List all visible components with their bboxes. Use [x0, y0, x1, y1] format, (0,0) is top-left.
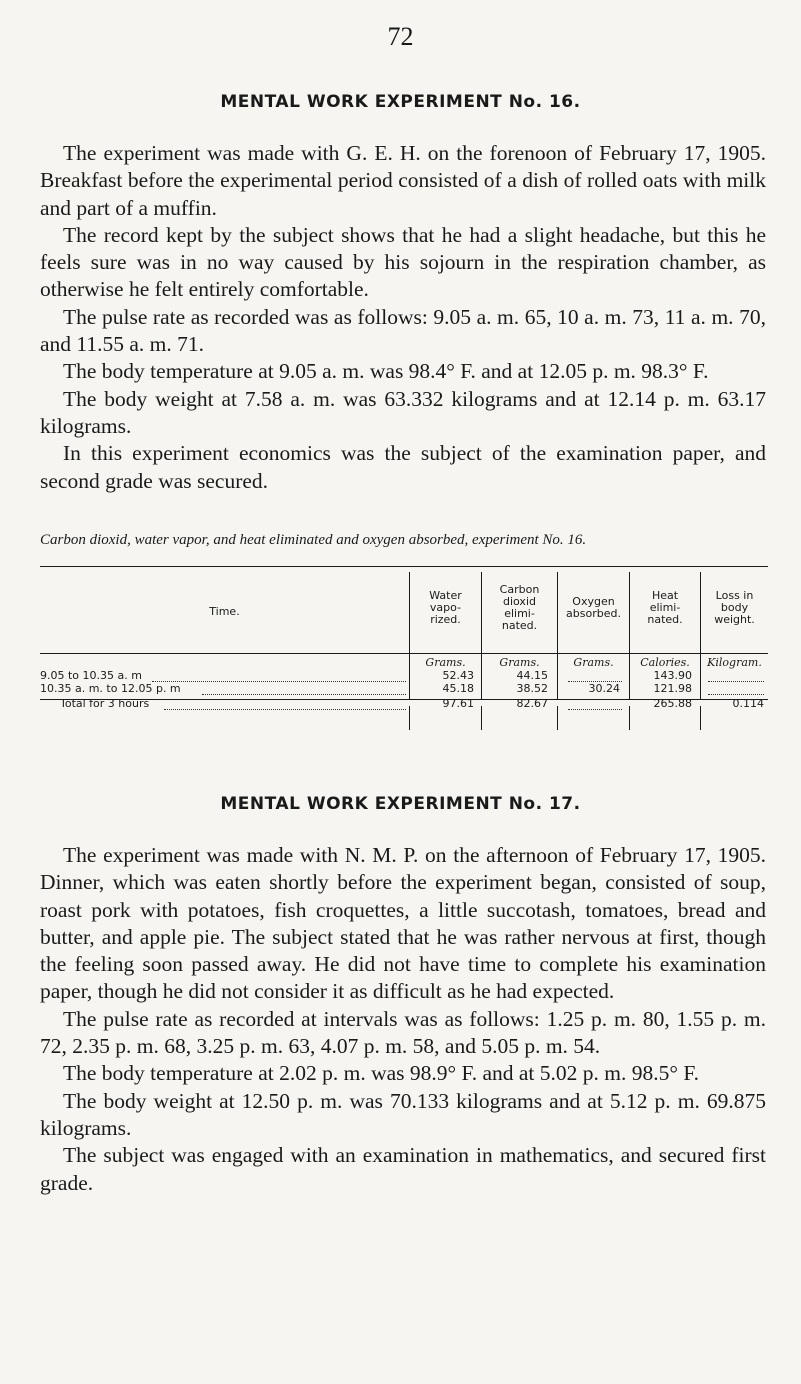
unit-label: Grams.: [499, 656, 540, 669]
unit-label: Grams.: [573, 656, 614, 669]
paragraph: The body weight at 7.58 a. m. was 63.332 kilograms and at 12.14 p. m. 63.17 kilograms.: [40, 386, 766, 438]
paragraph: The pulse rate as recorded at intervals was as follows: 1.25 p. m. 80, 1.55 p. m. 72, 2.35 p. m. 68, 3.25 p. m. 63, 4.07 p. m. 58, and 5.05 p. m. 54.: [40, 1006, 766, 1059]
experiment-17-text: [40, 842, 766, 1197]
table-cell: 44.15: [516, 669, 548, 682]
total-cell: 97.61: [442, 697, 474, 710]
column-header-oxygen: Oxygen absorbed.: [566, 595, 621, 620]
paragraph: The body temperature at 9.05 a. m. was 98.4° F. and at 12.05 p. m. 98.3° F.: [63, 359, 709, 384]
row-label: 9.05 to 10.35 a. m: [40, 669, 142, 682]
column-header-heat: Heat elimi- nated.: [647, 589, 683, 626]
experiment-16-text: [40, 140, 766, 495]
total-cell: 82.67: [516, 697, 548, 710]
row-label: 10.35 a. m. to 12.05 p. m: [40, 682, 181, 695]
paragraph: The record kept by the subject shows that he had a slight headache, but this he feels sure was in no way caused by his sojourn in the respiration chamber, as otherwise he felt entirely comfortable.: [40, 222, 766, 302]
leader-dots: [708, 681, 764, 682]
column-header-time: Time.: [209, 605, 240, 618]
section-heading-experiment-16: MENTAL WORK EXPERIMENT No. 16.: [220, 92, 581, 112]
table-cell: 38.52: [516, 682, 548, 695]
table-header-rule: [40, 653, 768, 654]
data-table: [40, 566, 768, 706]
total-cell: 0.114: [732, 697, 764, 710]
paragraph: The body temperature at 2.02 p. m. was 98.9° F. and at 5.02 p. m. 98.5° F.: [63, 1061, 699, 1086]
table-cell: 52.43: [442, 669, 474, 682]
leader-dots: [164, 709, 406, 710]
leader-dots: [152, 681, 406, 682]
column-header-loss: Loss in body weight.: [714, 589, 755, 626]
paragraph: The body weight at 12.50 p. m. was 70.133 kilograms and at 5.12 p. m. 69.875 kilograms.: [40, 1088, 766, 1140]
section-heading-experiment-17: MENTAL WORK EXPERIMENT No. 17.: [220, 794, 581, 814]
paragraph: The pulse rate as recorded was as follows: 9.05 a. m. 65, 10 a. m. 73, 11 a. m. 70, and 11.55 a. m. 71.: [40, 304, 766, 357]
paragraph: The experiment was made with G. E. H. on the forenoon of February 17, 1905. Breakfast before the experimental period consisted of a dish of rolled oats with milk and part of a muffin.: [40, 141, 766, 220]
paragraph: The subject was engaged with an examination in mathematics, and secured first grade.: [40, 1143, 766, 1195]
page-number: 72: [387, 22, 414, 51]
paragraph: The experiment was made with N. M. P. on the afternoon of February 17, 1905. Dinner, which was eaten shortly before the experiment began, consisted of soup, roast pork with potatoes, fish croquettes, a little succotash, tomatoes, bread and butter, and apple pie. The subject stated that he was rather nervous at first, though the feeling soon passed away. He did not have time to complete his examination paper, though he did not consider it as difficult as he had expected.: [40, 843, 766, 1004]
leader-dots: [708, 694, 764, 695]
unit-label: Grams.: [425, 656, 466, 669]
column-header-water: Water vapo- rized.: [429, 589, 462, 626]
leader-dots: [202, 694, 406, 695]
table-cell: 121.98: [653, 682, 692, 695]
table-top-rule: [40, 566, 768, 567]
table-cell: 45.18: [442, 682, 474, 695]
table-cell: 143.90: [653, 669, 692, 682]
column-divider: [557, 706, 558, 730]
total-cell: 265.88: [653, 697, 692, 710]
column-header-carbon-dioxid: Carbon dioxid elimi- nated.: [499, 583, 540, 632]
unit-label: Calories.: [640, 656, 690, 669]
total-label: Total for 3 hours: [60, 697, 150, 710]
unit-label: Kilogram.: [707, 656, 762, 669]
leader-dots: [568, 709, 622, 710]
paragraph: In this experiment economics was the subject of the examination paper, and second grade was secured.: [40, 441, 766, 493]
table-total-section: [40, 697, 768, 746]
table-caption: Carbon dioxid, water vapor, and heat eliminated and oxygen absorbed, experiment No. 16.: [40, 532, 587, 548]
column-divider: [557, 572, 558, 700]
table-cell: 30.24: [588, 682, 620, 695]
